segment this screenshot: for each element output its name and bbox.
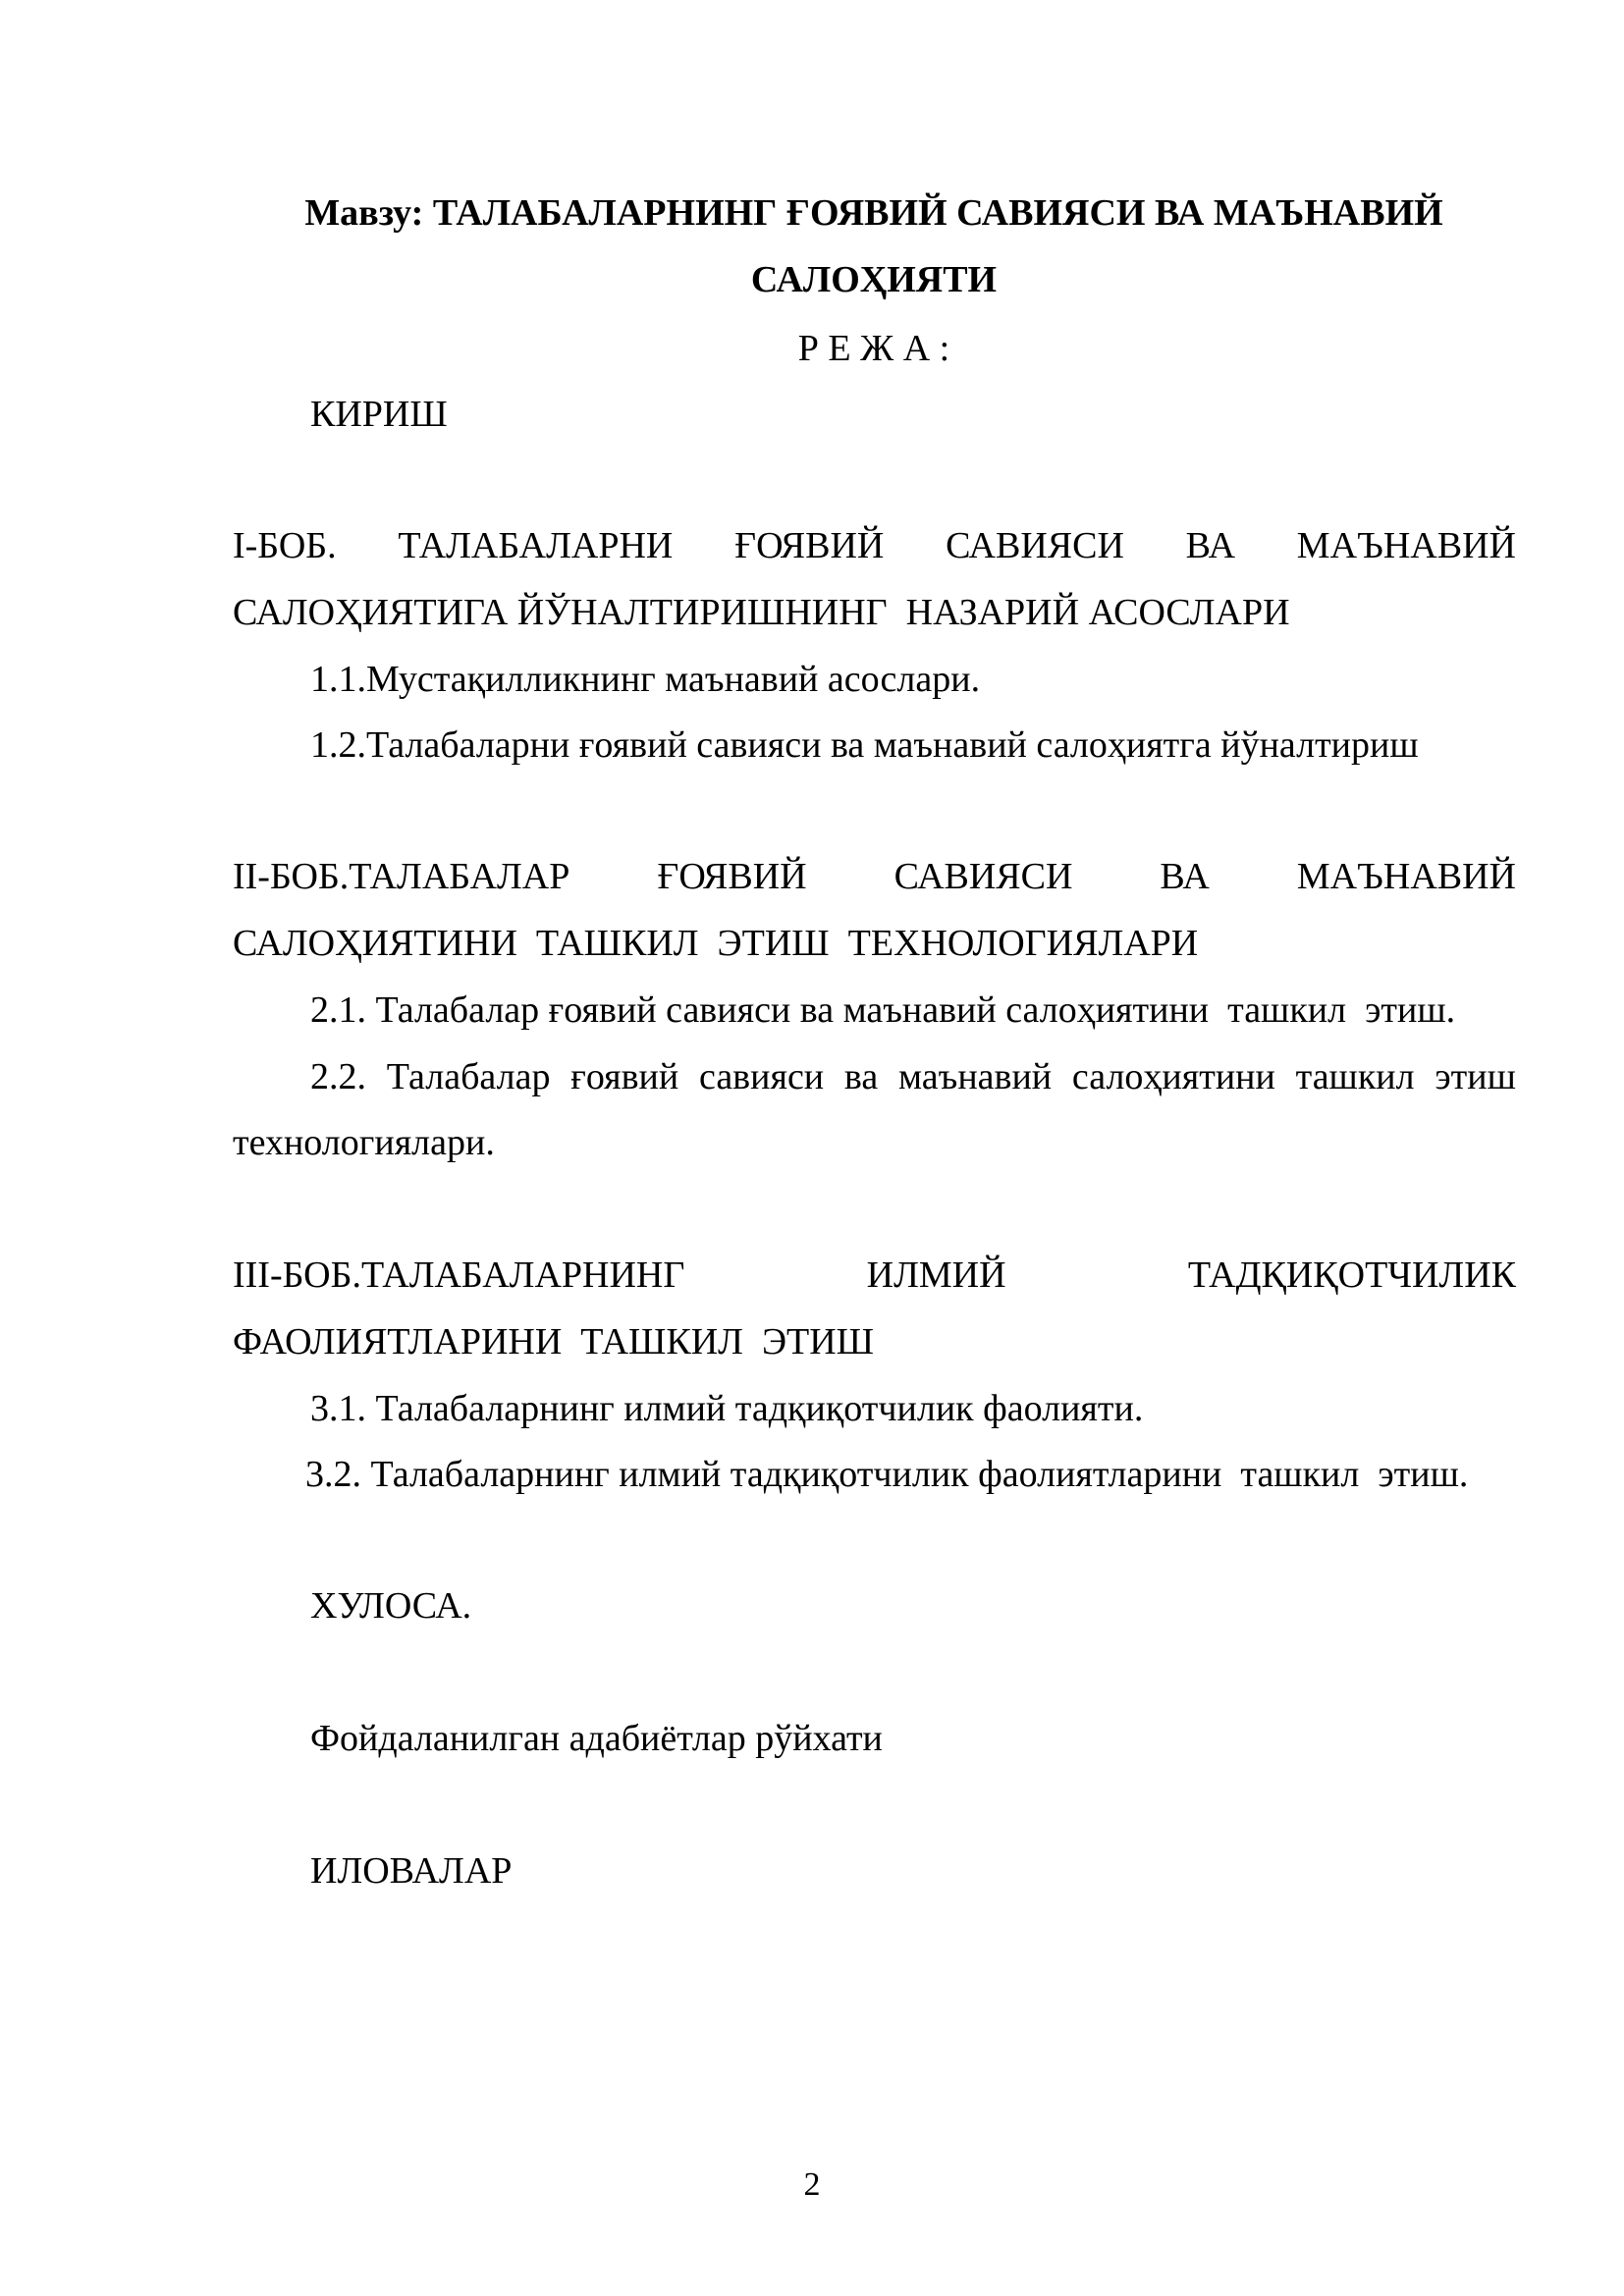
- chapter2-section2-word: этиш: [1435, 1056, 1516, 1097]
- document-title-line-2: САЛОҲИЯТИ: [750, 259, 998, 300]
- chapter2-section2-word: маънавий: [898, 1056, 1053, 1097]
- chapter1-title-line-1: [233, 523, 1516, 568]
- chapter2-word: ВА: [1160, 856, 1210, 897]
- chapter1-word: МАЪНАВИЙ: [1296, 525, 1516, 566]
- chapter3-section-1: 3.1. Талабаларнинг илмий тадқиқотчилик фаолияти.: [310, 1388, 1144, 1429]
- chapter2-word: II-БОБ.ТАЛАБАЛАР: [233, 856, 570, 897]
- chapter2-title-line-2: САЛОҲИЯТИНИ ТАШКИЛ ЭТИШ ТЕХНОЛОГИЯЛАРИ: [233, 923, 1199, 964]
- chapter1-word: ҒОЯВИЙ: [734, 525, 885, 566]
- chapter2-section2-word: ташкил: [1295, 1056, 1415, 1097]
- references-heading: Фойдаланилган адабиётлар рўйхати: [310, 1718, 883, 1759]
- chapter2-word: МАЪНАВИЙ: [1296, 856, 1516, 897]
- document-title-line-1: Мавзу: ТАЛАБАЛАРНИНГ ҒОЯВИЙ САВИЯСИ ВА МАЪНАВИЙ: [304, 192, 1443, 234]
- chapter2-word: САВИЯСИ: [893, 856, 1073, 897]
- chapter3-word: ТАДҚИҚОТЧИЛИК: [1187, 1255, 1516, 1296]
- chapter2-section2-word: ва: [843, 1056, 879, 1097]
- appendices-heading: ИЛОВАЛАР: [310, 1850, 513, 1892]
- intro-heading: КИРИШ: [310, 394, 448, 435]
- chapter1-section-1: 1.1.Мустақилликнинг маънавий асослари.: [310, 659, 981, 700]
- chapter2-title-line-1: [233, 854, 1516, 899]
- chapter2-section2-word: ғоявий: [570, 1056, 679, 1097]
- chapter2-section2-word: савияси: [698, 1056, 825, 1097]
- chapter2-section2-word: 2.2.: [310, 1056, 366, 1097]
- chapter3-section-2: 3.2. Талабаларнинг илмий тадқиқотчилик фаолиятларини ташкил этиш.: [305, 1454, 1469, 1495]
- chapter2-section2-word: Талабалар: [386, 1056, 551, 1097]
- plan-heading: Р Е Ж А :: [797, 328, 950, 369]
- chapter2-section-2: [310, 1054, 1516, 1099]
- chapter1-word: ВА: [1185, 525, 1236, 566]
- chapter3-word: III-БОБ.ТАЛАБАЛАРНИНГ: [233, 1255, 685, 1296]
- chapter3-word: ИЛМИЙ: [866, 1255, 1006, 1296]
- chapter2-section2-word: салоҳиятини: [1071, 1056, 1275, 1097]
- chapter2-word: ҒОЯВИЙ: [657, 856, 807, 897]
- conclusion-heading: ХУЛОСА.: [310, 1585, 472, 1627]
- chapter3-title-line-1: [233, 1253, 1516, 1298]
- chapter2-section-1: 2.1. Талабалар ғоявий савияси ва маънавий салоҳиятини ташкил этиш.: [310, 989, 1456, 1031]
- chapter1-section-2: 1.2.Талабаларни ғоявий савияси ва маънавий салоҳиятга йўналтириш: [310, 724, 1419, 766]
- chapter1-word: САВИЯСИ: [946, 525, 1124, 566]
- chapter3-title-line-2: ФАОЛИЯТЛАРИНИ ТАШКИЛ ЭТИШ: [233, 1321, 875, 1362]
- chapter2-section-2-continuation: технологиялари.: [233, 1122, 495, 1163]
- page-number: 2: [803, 2166, 821, 2203]
- chapter1-word: I-БОБ.: [233, 525, 337, 566]
- chapter1-title-line-2: САЛОҲИЯТИГА ЙЎНАЛТИРИШНИНГ НАЗАРИЙ АСОСЛАРИ: [233, 592, 1290, 633]
- chapter1-word: ТАЛАБАЛАРНИ: [398, 525, 674, 566]
